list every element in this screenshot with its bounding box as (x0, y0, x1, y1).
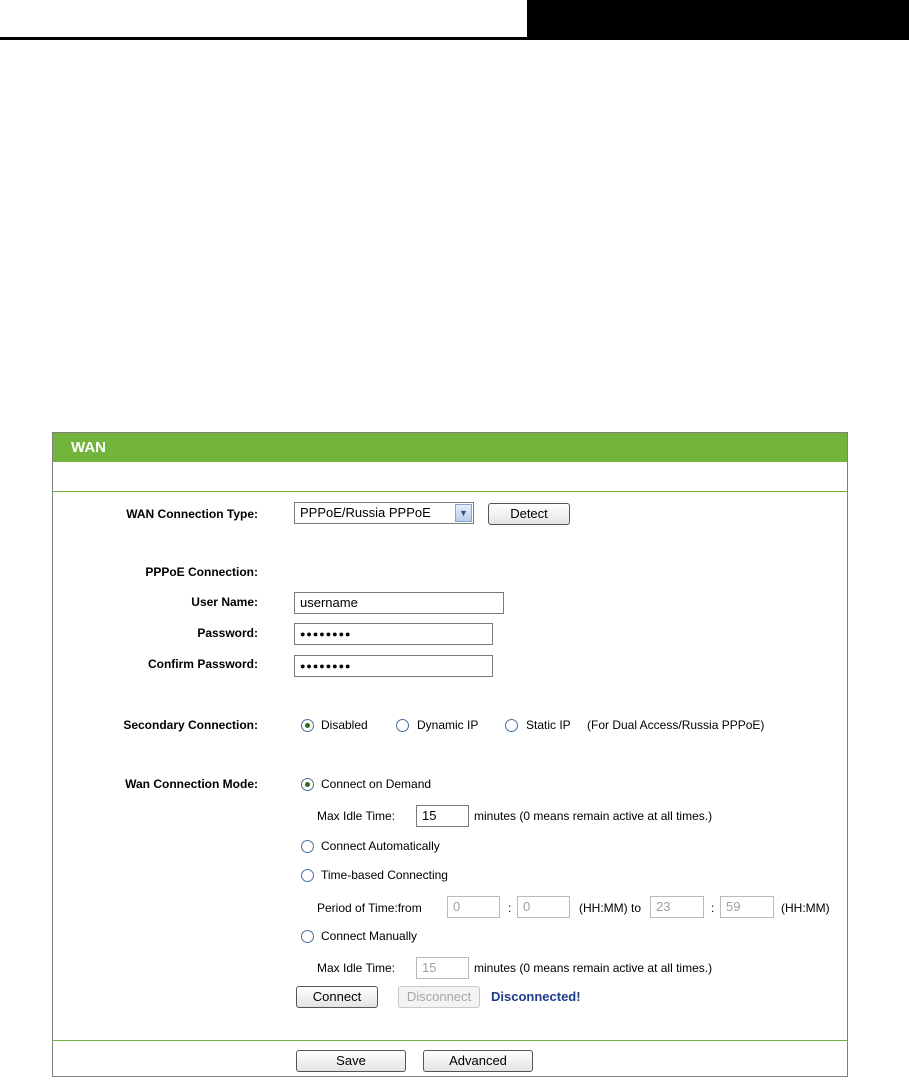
wan-type-label: WAN Connection Type: (126, 507, 258, 521)
save-button[interactable]: Save (296, 1050, 406, 1072)
wan-type-select[interactable] (294, 502, 474, 524)
hhmm-to-label: (HH:MM) to (579, 901, 641, 915)
radio-connect-automatically[interactable] (301, 840, 314, 853)
wan-type-value: PPPoE/Russia PPPoE (300, 505, 431, 520)
connect-manually-label: Connect Manually (321, 929, 418, 943)
connect-button[interactable]: Connect (296, 986, 378, 1008)
bottom-separator (53, 1040, 847, 1041)
from-hour-input[interactable]: 0 (447, 896, 500, 918)
password-input[interactable]: ●●●●●●●● (294, 623, 493, 645)
radio-connect-manually[interactable] (301, 930, 314, 943)
disconnect-button[interactable]: Disconnect (398, 986, 480, 1008)
connect-on-demand-label: Connect on Demand (321, 777, 432, 791)
secondary-note: (For Dual Access/Russia PPPoE) (587, 718, 765, 732)
header-rule (0, 37, 909, 40)
radio-time-based[interactable] (301, 869, 314, 882)
radio-secondary-dynamic-ip[interactable] (396, 719, 409, 732)
radio-secondary-static-ip[interactable] (505, 719, 518, 732)
connection-mode-label: Wan Connection Mode: (125, 777, 258, 791)
connect-automatically-label: Connect Automatically (321, 839, 440, 853)
manual-max-idle-input[interactable]: 15 (416, 957, 469, 979)
manual-max-idle-note: minutes (0 means remain active at all times.) (474, 961, 713, 975)
to-hour-input[interactable]: 23 (650, 896, 704, 918)
advanced-button[interactable]: Advanced (423, 1050, 533, 1072)
header-black-block (527, 0, 909, 38)
secondary-option-disabled: Disabled (321, 718, 368, 732)
time-based-label: Time-based Connecting (321, 868, 448, 882)
period-label: Period of Time:from (317, 901, 422, 915)
detect-button[interactable]: Detect (488, 503, 570, 525)
secondary-connection-label: Secondary Connection: (123, 718, 258, 732)
manual-max-idle-label: Max Idle Time: (317, 961, 396, 975)
secondary-option-dynamic-ip: Dynamic IP (417, 718, 479, 732)
from-colon: : (508, 901, 512, 915)
hhmm-label: (HH:MM) (781, 901, 830, 915)
confirm-password-label: Confirm Password: (147, 657, 258, 671)
password-label: Password: (197, 626, 258, 640)
pppoe-section-label: PPPoE Connection: (145, 565, 258, 579)
radio-secondary-disabled[interactable] (301, 719, 314, 732)
radio-connect-on-demand[interactable] (301, 778, 314, 791)
username-label: User Name: (191, 595, 258, 609)
top-separator (53, 491, 847, 492)
max-idle-note: minutes (0 means remain active at all times.) (474, 809, 713, 823)
username-input[interactable]: username (294, 592, 504, 614)
secondary-option-static-ip: Static IP (526, 718, 571, 732)
to-colon: : (711, 901, 715, 915)
confirm-password-input[interactable]: ●●●●●●●● (294, 655, 493, 677)
document-header (0, 0, 909, 40)
connection-status: Disconnected! (491, 989, 581, 1004)
max-idle-label: Max Idle Time: (317, 809, 396, 823)
to-minute-input[interactable]: 59 (720, 896, 774, 918)
max-idle-input[interactable]: 15 (416, 805, 469, 827)
chevron-down-icon[interactable]: ▼ (455, 504, 472, 522)
panel-title: WAN (53, 433, 847, 462)
from-minute-input[interactable]: 0 (517, 896, 570, 918)
wan-settings-panel (52, 432, 848, 1077)
